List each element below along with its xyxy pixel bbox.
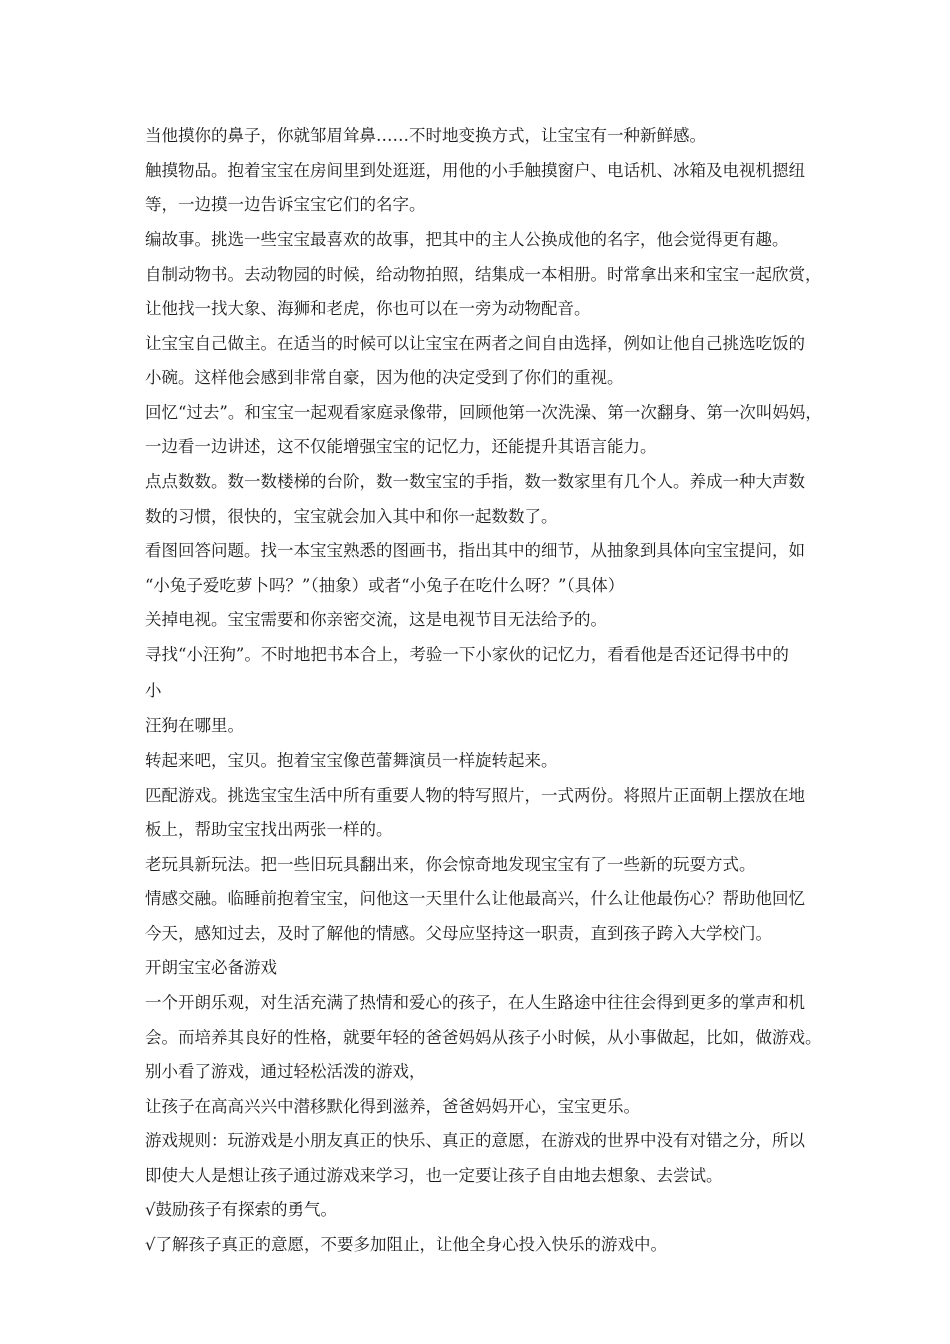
paragraph-line: 今天，感知过去，及时了解他的情感。父母应坚持这一职责，直到孩子跨入大学校门。 [145, 924, 772, 943]
paragraph-line: 小 [145, 681, 162, 700]
paragraph-line: 等，一边摸一边告诉宝宝它们的名字。 [145, 195, 426, 214]
paragraph-line: 情感交融。临睡前抱着宝宝，问他这一天里什么让他最高兴，什么让他最伤心？帮助他回忆 [145, 889, 805, 908]
paragraph-line: 让孩子在高高兴兴中潜移默化得到滋养，爸爸妈妈开心，宝宝更乐。 [145, 1097, 640, 1116]
paragraph-line: 匹配游戏。挑选宝宝生活中所有重要人物的特写照片，一式两份。将照片正面朝上摆放在地 [145, 786, 805, 805]
paragraph-line: 数的习惯，很快的，宝宝就会加入其中和你一起数数了。 [145, 507, 558, 526]
paragraph-line: 让宝宝自己做主。在适当的时候可以让宝宝在两者之间自由选择，例如让他自己挑选吃饭的 [145, 334, 805, 353]
paragraph-line: 老玩具新玩法。把一些旧玩具翻出来，你会惊奇地发现宝宝有了一些新的玩耍方式。 [145, 855, 756, 874]
paragraph-line: 即使大人是想让孩子通过游戏来学习，也一定要让孩子自由地去想象、去尝试。 [145, 1166, 723, 1185]
paragraph-line: 一个开朗乐观，对生活充满了热情和爱心的孩子，在人生路途中往往会得到更多的掌声和机 [145, 993, 805, 1012]
paragraph-line: 小碗。这样他会感到非常自豪，因为他的决定受到了你们的重视。 [145, 368, 624, 387]
paragraph-line: 看图回答问题。找一本宝宝熟悉的图画书，指出其中的细节，从抽象到具体向宝宝提问，如 [145, 541, 805, 560]
paragraph-line: 关掉电视。宝宝需要和你亲密交流，这是电视节目无法给予的。 [145, 610, 607, 629]
paragraph-line: 自制动物书。去动物园的时候，给动物拍照，结集成一本相册。时常拿出来和宝宝一起欣赏， [145, 265, 822, 284]
paragraph-line: 回忆“过去”。和宝宝一起观看家庭录像带，回顾他第一次洗澡、第一次翻身、第一次叫妈妈， [145, 403, 822, 422]
paragraph-line: 寻找“小汪狗”。不时地把书本合上，考验一下小家伙的记忆力，看看他是否还记得书中的 [145, 645, 789, 664]
paragraph-line: 一边看一边讲述，这不仅能增强宝宝的记忆力，还能提升其语言能力。 [145, 437, 657, 456]
paragraph-line: 板上，帮助宝宝找出两张一样的。 [145, 820, 393, 839]
paragraph-line: 别小看了游戏，通过轻松活泼的游戏， [145, 1062, 426, 1081]
paragraph-line: 汪狗在哪里。 [145, 716, 244, 735]
paragraph-line: 触摸物品。抱着宝宝在房间里到处逛逛，用他的小手触摸窗户、电话机、冰箱及电视机摁纽 [145, 161, 805, 180]
section-heading: 开朗宝宝必备游戏 [145, 958, 277, 977]
paragraph-line: 点点数数。数一数楼梯的台阶，数一数宝宝的手指，数一数家里有几个人。养成一种大声数 [145, 472, 805, 491]
paragraph-line: 转起来吧，宝贝。抱着宝宝像芭蕾舞演员一样旋转起来。 [145, 751, 558, 770]
paragraph-line: 会。而培养其良好的性格，就要年轻的爸爸妈妈从孩子小时候，从小事做起，比如，做游戏。 [145, 1028, 822, 1047]
paragraph-line: 让他找一找大象、海狮和老虎，你也可以在一旁为动物配音。 [145, 299, 591, 318]
checklist-item: √了解孩子真正的意愿，不要多加阻止，让他全身心投入快乐的游戏中。 [145, 1235, 668, 1254]
paragraph-line: “小兔子爱吃萝卜吗？”（抽象）或者“小兔子在吃什么呀？”（具体） [145, 576, 625, 595]
paragraph-line: 游戏规则：玩游戏是小朋友真正的快乐、真正的意愿，在游戏的世界中没有对错之分，所以 [145, 1131, 805, 1150]
paragraph-line: 编故事。挑选一些宝宝最喜欢的故事，把其中的主人公换成他的名字，他会觉得更有趣。 [145, 230, 789, 249]
paragraph-line: 当他摸你的鼻子，你就邹眉耸鼻……不时地变换方式，让宝宝有一种新鲜感。 [145, 126, 706, 145]
checklist-item: √鼓励孩子有探索的勇气。 [145, 1200, 338, 1219]
